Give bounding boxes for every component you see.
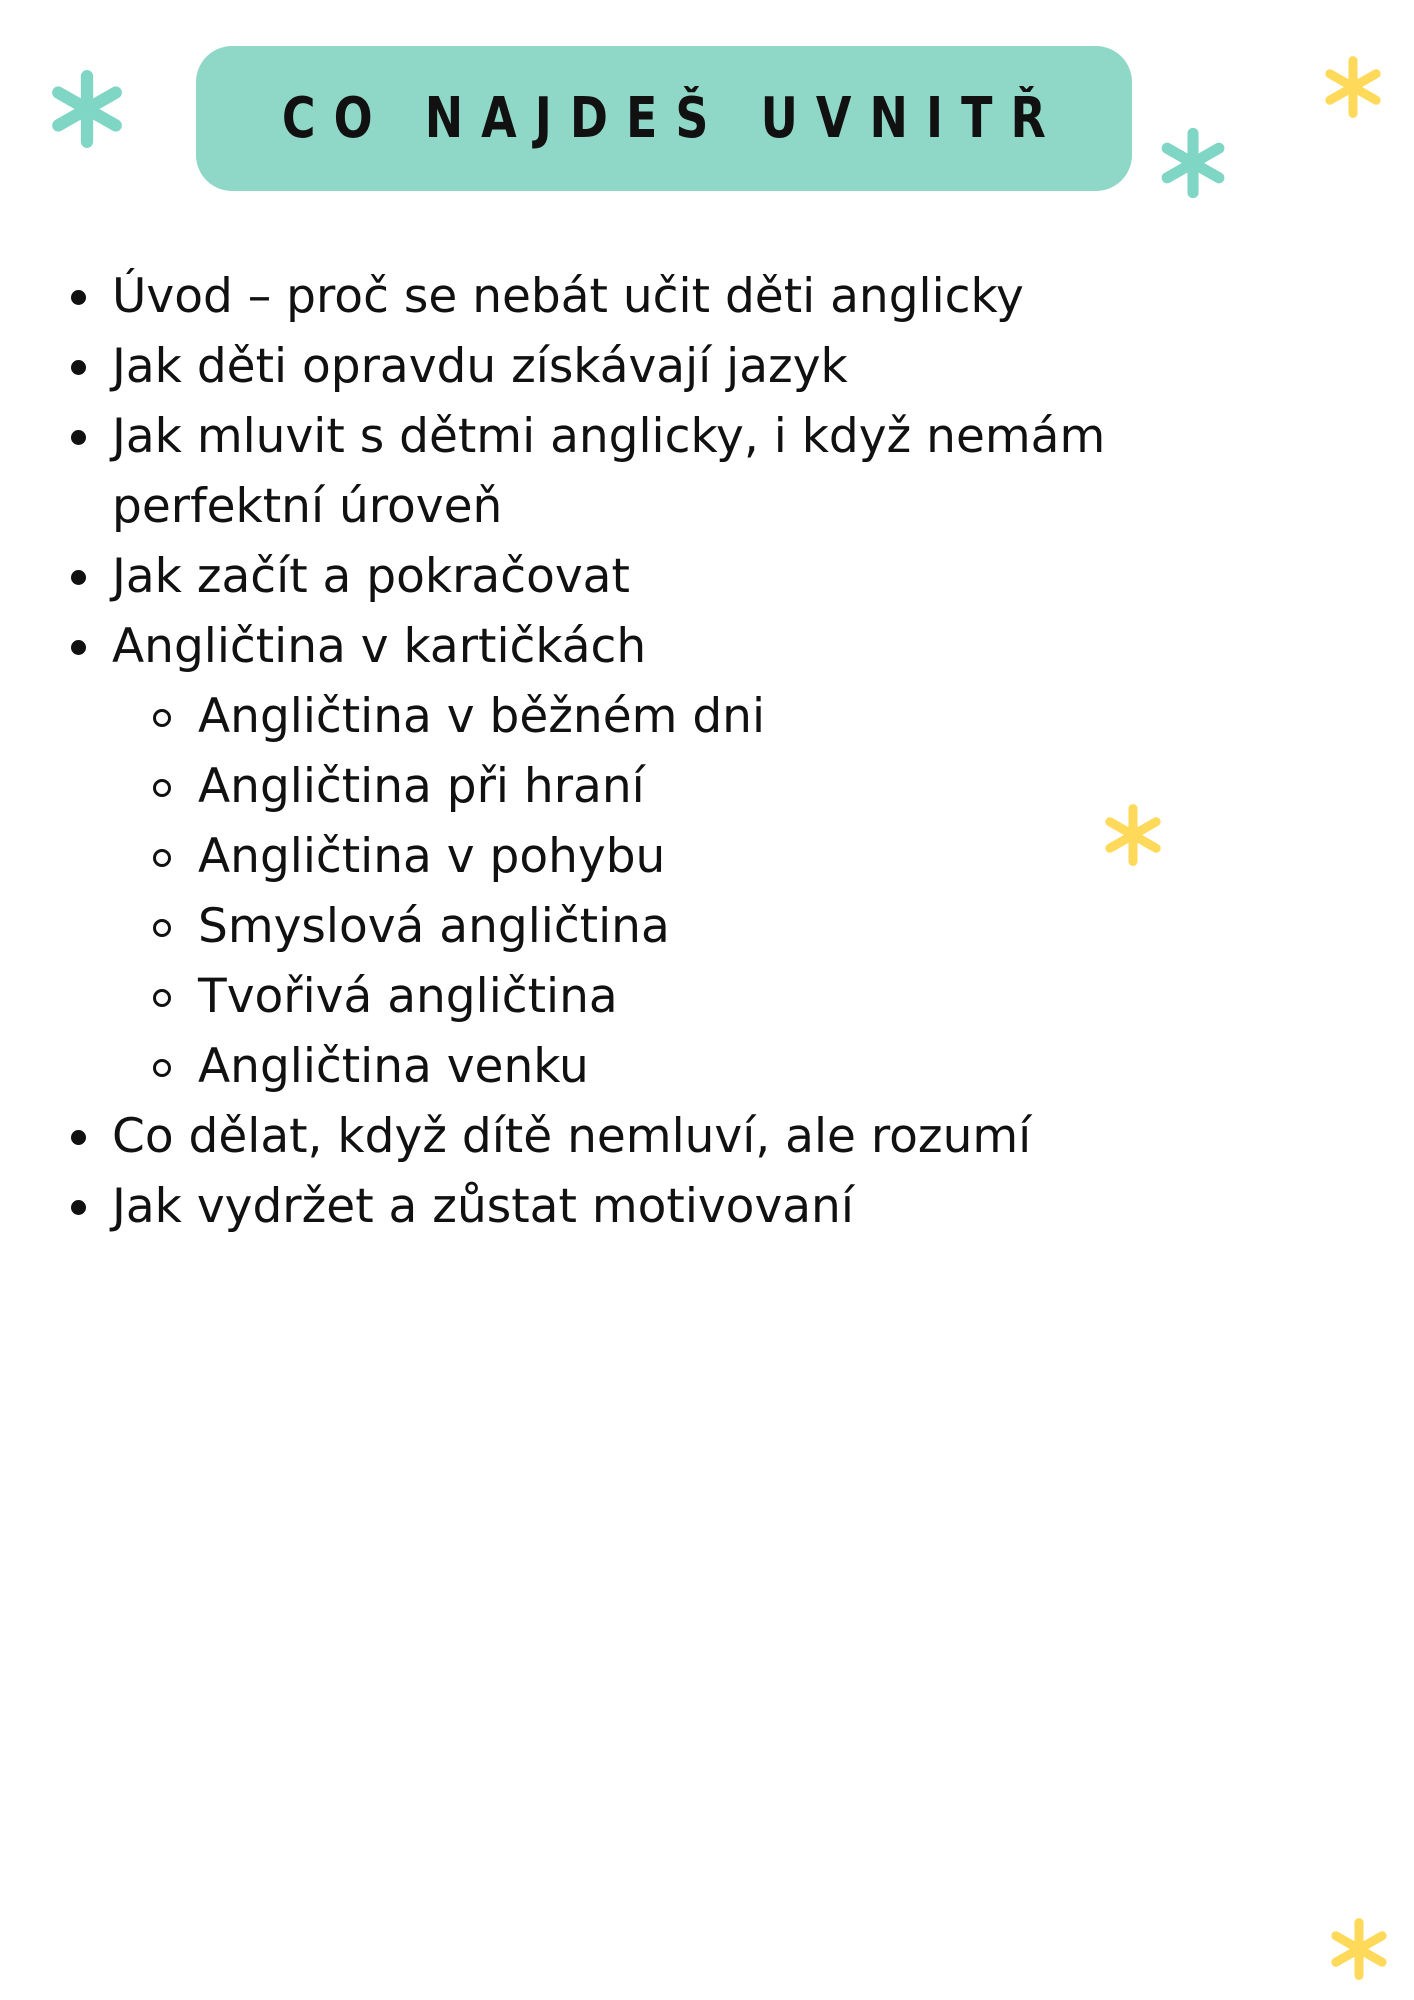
- list-item-label: Co dělat, když dítě nemluví, ale rozumí: [112, 1109, 1032, 1164]
- list-item: [60, 1102, 1360, 1172]
- list-item: [60, 332, 1360, 402]
- list-item: [60, 612, 1360, 682]
- bullet-icon: [71, 1130, 86, 1145]
- contents-list: [60, 262, 1360, 1242]
- asterisk-icon: [1156, 126, 1230, 200]
- circle-bullet-icon: [153, 989, 171, 1007]
- bullet-icon: [71, 290, 86, 305]
- page-title: CO NAJDEŠ UVNITŘ: [282, 86, 1065, 151]
- sub-list-item-label: Angličtina venku: [198, 1039, 589, 1094]
- sub-list-item-label: Angličtina v běžném dni: [198, 689, 766, 744]
- sub-list: [60, 682, 1360, 1102]
- sub-list-item-label: Angličtina v pohybu: [198, 829, 666, 884]
- bullet-icon: [71, 570, 86, 585]
- bullet-icon: [71, 360, 86, 375]
- list-item-label: Jak mluvit s dětmi anglicky, i když nemám perfektní úroveň: [112, 409, 1106, 534]
- asterisk-icon: [46, 68, 128, 150]
- list-item-label: Jak děti opravdu získávají jazyk: [112, 339, 848, 394]
- bullet-icon: [71, 430, 86, 445]
- asterisk-icon: [1326, 1916, 1392, 1982]
- title-banner: [196, 46, 1132, 191]
- list-item: [60, 402, 1360, 542]
- list-item-label: Úvod – proč se nebát učit děti anglicky: [112, 269, 1024, 324]
- circle-bullet-icon: [153, 709, 171, 727]
- sub-list-item: [60, 1032, 1360, 1102]
- list-item-label: Angličtina v kartičkách: [112, 619, 647, 674]
- list-item-label: Jak vydržet a zůstat motivovaní: [112, 1179, 854, 1234]
- circle-bullet-icon: [153, 1059, 171, 1077]
- list-item: [60, 1172, 1360, 1242]
- sub-list-item-label: Smyslová angličtina: [198, 899, 670, 954]
- sub-list-item-label: Tvořivá angličtina: [198, 969, 618, 1024]
- bullet-icon: [71, 640, 86, 655]
- sub-list-item: [60, 892, 1360, 962]
- sub-list-item: [60, 822, 1360, 892]
- list-item-label: Jak začít a pokračovat: [112, 549, 630, 604]
- sub-list-item: [60, 962, 1360, 1032]
- list-item: [60, 542, 1360, 612]
- asterisk-icon: [1320, 54, 1386, 120]
- bullet-icon: [71, 1200, 86, 1215]
- circle-bullet-icon: [153, 849, 171, 867]
- circle-bullet-icon: [153, 919, 171, 937]
- sub-list-item-label: Angličtina při hraní: [198, 759, 645, 814]
- sub-list-item: [60, 682, 1360, 752]
- sub-list-item: [60, 752, 1360, 822]
- circle-bullet-icon: [153, 779, 171, 797]
- list-item: [60, 262, 1360, 332]
